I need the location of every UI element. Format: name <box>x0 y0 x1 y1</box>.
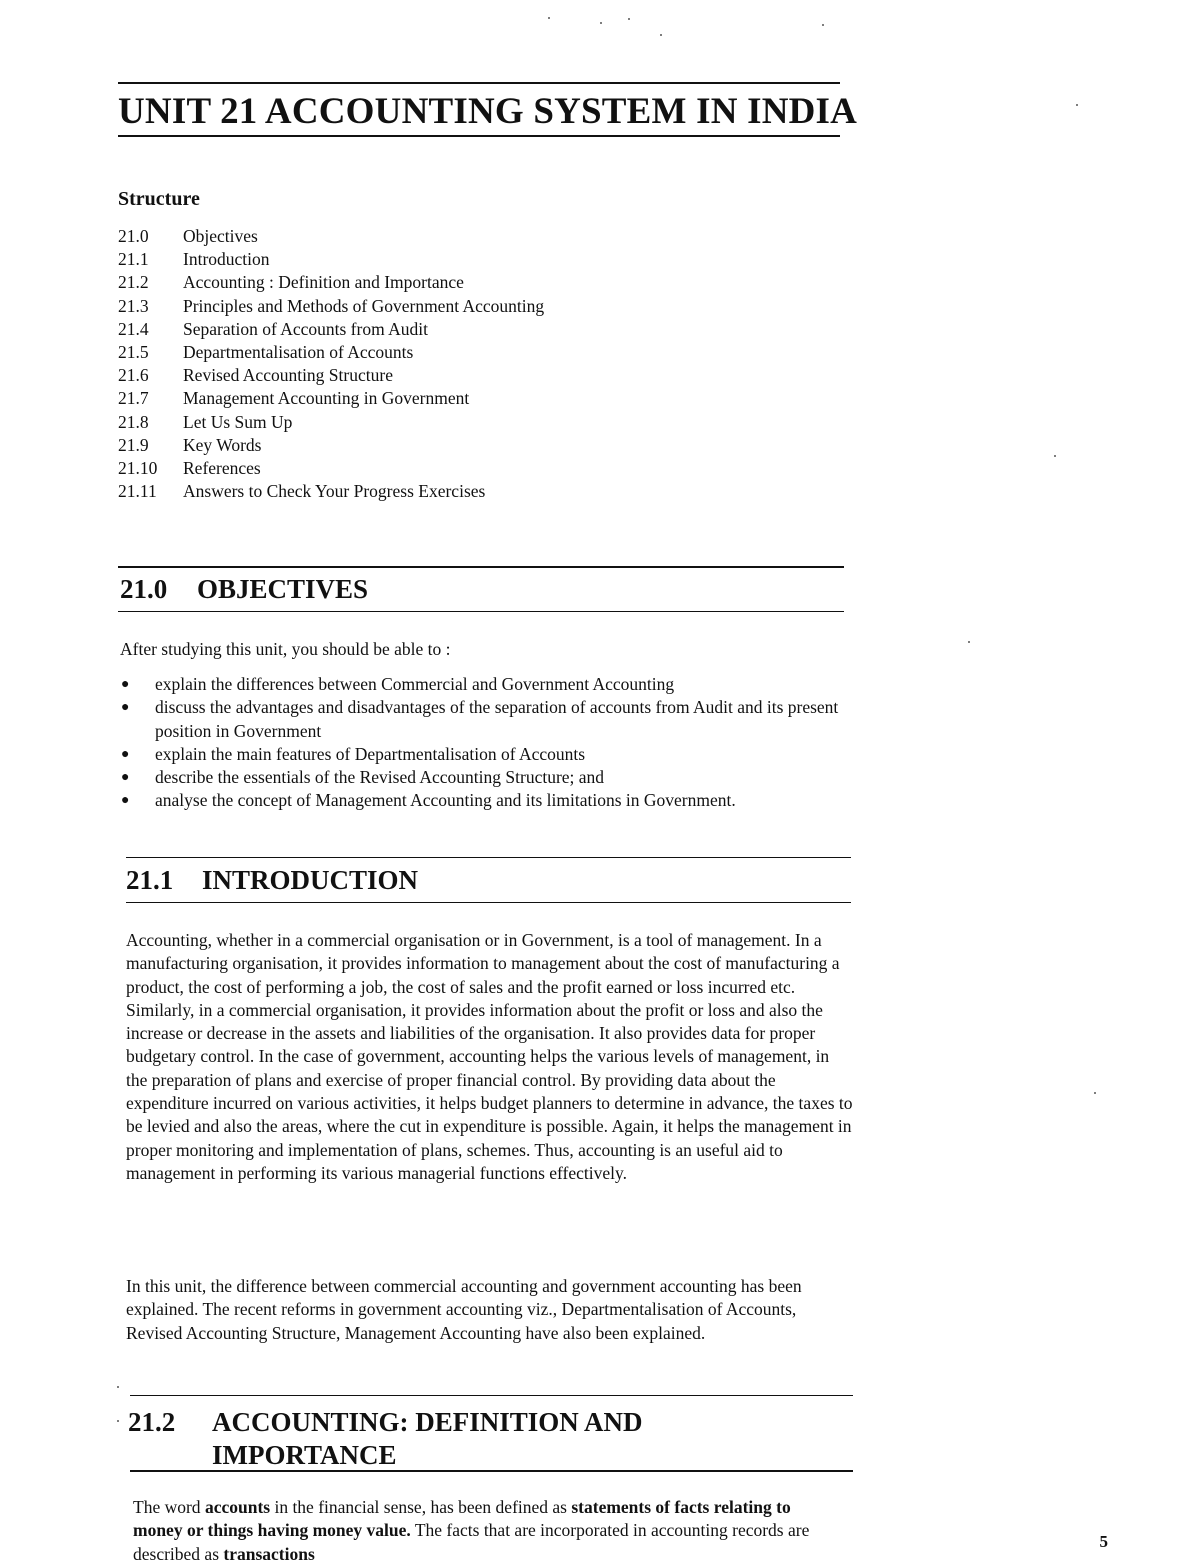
toc-item <box>118 457 544 480</box>
toc-item-number: 21.4 <box>118 318 149 339</box>
toc-item-number: 21.8 <box>118 411 149 432</box>
section-title-line2: IMPORTANCE <box>212 1440 397 1470</box>
definition-bold-term: statements of facts relating to money or things having money value. <box>133 1497 791 1541</box>
page-number: 5 <box>1099 1532 1108 1551</box>
toc-item-label: Separation of Accounts from Audit <box>183 318 428 339</box>
toc-item-number: 21.1 <box>118 249 149 270</box>
introduction-paragraph: Accounting, whether in a commercial organisation or in Government, is a tool of management. In a manufacturing organisation, it provides information to management about the cost of manufacturing a product, the cost of performing a job, the cost of sales and the profit earned or loss incurred etc. Similarly, in a commercial organisation, it provides information about the profit or loss and also the increase or decrease in the assets and liabilities of the organisation. It also provides data for proper budgetary control. In the case of government, accounting helps the various levels of management, in the preparation of plans and exercise of proper financial control. By providing data about the expenditure incurred on various activities, it helps budget planners to determine in advance, the taxes to be levied and also the areas, where the cut in expenditure is possible. Again, it helps the management in proper monitoring and implementation of plans, schemes. Thus, accounting is an useful aid to management in performing its various managerial functions effectively. <box>126 930 853 1183</box>
toc-item-number: 21.9 <box>118 434 149 455</box>
toc-item-number: 21.11 <box>118 481 157 502</box>
toc-item-number: 21.2 <box>118 272 149 293</box>
definition-bold-term: transactions <box>223 1543 315 1564</box>
toc-item-label: Revised Accounting Structure <box>183 365 393 386</box>
scan-speck <box>1094 1092 1096 1094</box>
objectives-intro: After studying this unit, you should be able to : <box>120 639 451 659</box>
toc-item-number: 21.6 <box>118 365 149 386</box>
scan-speck <box>1054 455 1056 457</box>
toc-item <box>118 411 544 434</box>
objective-bullet: ● explain the main features of Departmentalisation of Accounts <box>121 743 586 764</box>
toc-item <box>118 318 544 341</box>
toc-item-label: Accounting : Definition and Importance <box>183 272 464 293</box>
structure-list <box>118 225 544 503</box>
section-number: 21.0 <box>120 574 168 604</box>
scan-speck <box>822 24 824 26</box>
toc-item-label: Principles and Methods of Government Accounting <box>183 295 545 316</box>
toc-item <box>118 248 544 271</box>
toc-item-label: Introduction <box>183 249 270 270</box>
toc-item-label: Management Accounting in Government <box>183 388 470 409</box>
objective-text: analyse the concept of Management Accounting and its limitations in Government. <box>155 790 736 811</box>
objective-text: explain the main features of Departmentalisation of Accounts <box>155 743 586 764</box>
toc-item-number: 21.10 <box>118 457 158 478</box>
toc-item <box>118 434 544 457</box>
scan-speck <box>117 1420 119 1422</box>
scan-speck <box>600 22 602 24</box>
definition-bold-term: accounts <box>204 1497 271 1517</box>
toc-item-label: References <box>183 457 261 478</box>
toc-item-label: Objectives <box>183 226 258 246</box>
objective-bullet: ● discuss the advantages and disadvantages of the separation of accounts from Audit and its present position in Government <box>121 697 839 741</box>
definition-text: The facts that are incorporated in accounting records are described as <box>133 1520 810 1564</box>
definition-paragraph <box>133 1496 833 1566</box>
section-title: OBJECTIVES <box>197 574 369 604</box>
toc-item-label: Key Words <box>183 434 262 455</box>
objective-bullet: ● describe the essentials of the Revised Accounting Structure; and <box>121 767 605 788</box>
toc-item-number: 21.3 <box>118 295 149 316</box>
toc-item-number: 21.7 <box>118 388 149 409</box>
scan-speck <box>968 641 970 643</box>
toc-item <box>118 364 544 387</box>
toc-item <box>118 480 544 503</box>
objective-text: describe the essentials of the Revised Accounting Structure; and <box>155 767 605 788</box>
scan-speck <box>628 18 630 20</box>
objective-bullet: ● analyse the concept of Management Accounting and its limitations in Government. <box>121 790 736 811</box>
objectives-list <box>118 673 858 813</box>
toc-item <box>118 387 544 410</box>
toc-item <box>118 271 544 294</box>
definition-heading <box>128 1406 643 1472</box>
unit-title: UNIT 21 ACCOUNTING SYSTEM IN INDIA <box>118 91 858 132</box>
toc-item <box>118 225 544 248</box>
definition-text: in the financial sense, has been defined as <box>270 1497 572 1517</box>
toc-item <box>118 295 544 318</box>
introduction-heading <box>126 865 418 896</box>
objective-text: explain the differences between Commercial and Government Accounting <box>155 674 675 694</box>
section-number: 21.1 <box>126 865 174 895</box>
toc-item-label: Let Us Sum Up <box>183 411 293 432</box>
scan-speck <box>1076 104 1078 106</box>
toc-item-label: Answers to Check Your Progress Exercises <box>183 481 486 502</box>
section-number: 21.2 <box>128 1407 176 1437</box>
objective-text: discuss the advantages and disadvantages of the separation of accounts from Audit and its present position in Government <box>155 697 839 741</box>
toc-item <box>118 341 544 364</box>
toc-item-label: Departmentalisation of Accounts <box>183 341 414 362</box>
structure-heading: Structure <box>118 188 200 210</box>
section-title-line1: ACCOUNTING: DEFINITION AND <box>212 1407 643 1437</box>
scan-speck <box>548 17 550 19</box>
toc-item-number: 21.0 <box>118 226 149 246</box>
section-title: INTRODUCTION <box>202 865 419 895</box>
scan-speck <box>660 34 662 36</box>
objective-bullet: ● explain the differences between Commercial and Government Accounting <box>121 674 675 694</box>
definition-text: The word <box>133 1497 205 1517</box>
objectives-heading <box>120 574 368 605</box>
toc-item-number: 21.5 <box>118 341 149 362</box>
introduction-paragraph: In this unit, the difference between commercial accounting and government accounting has been explained. The recent reforms in government accounting viz., Departmentalisation of Accounts, Revised Accounting Structure, Management Accounting have also been explained. <box>126 1276 802 1343</box>
scan-speck <box>117 1386 119 1388</box>
